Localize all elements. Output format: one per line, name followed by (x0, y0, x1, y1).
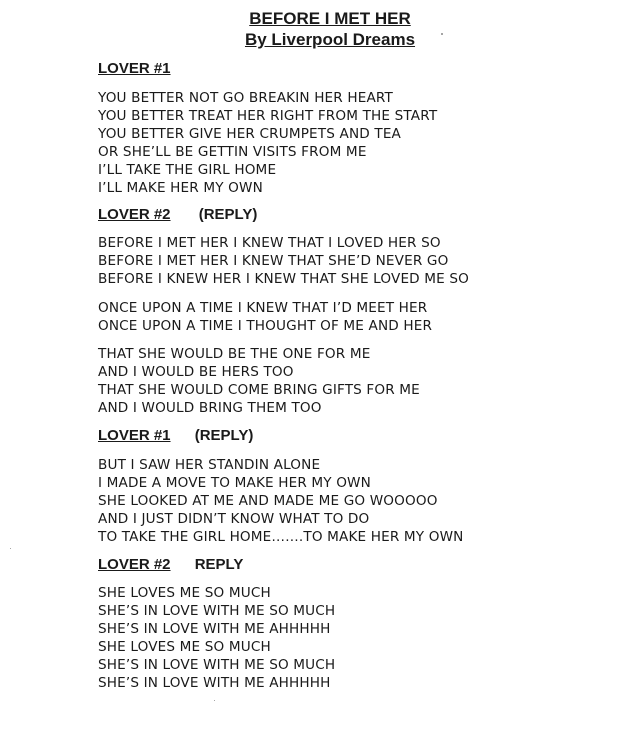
lyric-line: I’LL TAKE THE GIRL HOME (98, 162, 277, 178)
lyric-line: SHE’S IN LOVE WITH ME SO MUCH (98, 657, 336, 673)
lyric-line: I’LL MAKE HER MY OWN (98, 180, 263, 196)
lyric-line: BEFORE I MET HER I KNEW THAT SHE’D NEVER GO (98, 253, 449, 269)
speaker-label: LOVER #1 (98, 60, 171, 77)
reply-tag: (REPLY) (194, 427, 254, 444)
speaker-label: LOVER #2 (98, 556, 171, 573)
lyric-line: THAT SHE WOULD COME BRING GIFTS FOR ME (98, 382, 420, 398)
song-title: BEFORE I MET HER (249, 9, 411, 28)
lyric-line: SHE LOVES ME SO MUCH (98, 585, 271, 601)
lyric-line: SHE LOOKED AT ME AND MADE ME GO WOOOOO (98, 493, 438, 509)
lyric-line: AND I WOULD BRING THEM TOO (98, 400, 322, 416)
lyric-line: TO TAKE THE GIRL HOME…….TO MAKE HER MY OWN (98, 529, 464, 545)
lyric-line: AND I JUST DIDN’T KNOW WHAT TO DO (98, 511, 370, 527)
stanza (98, 299, 432, 335)
section-heading-lover-1 (98, 60, 171, 78)
song-subtitle: By Liverpool Dreams (244, 30, 416, 49)
lyric-line: BEFORE I MET HER I KNEW THAT I LOVED HER SO (98, 235, 441, 251)
lyric-line: BEFORE I KNEW HER I KNEW THAT SHE LOVED ME SO (98, 271, 469, 287)
lyric-line: AND I WOULD BE HERS TOO (98, 364, 294, 380)
lyric-line: YOU BETTER GIVE HER CRUMPETS AND TEA (98, 126, 402, 142)
section-heading-lover-1-reply (98, 427, 253, 445)
scan-speck (10, 548, 11, 549)
lyric-line: I MADE A MOVE TO MAKE HER MY OWN (98, 475, 371, 491)
lyric-line: SHE’S IN LOVE WITH ME AHHHHH (98, 621, 331, 637)
lyric-line: THAT SHE WOULD BE THE ONE FOR ME (98, 346, 371, 362)
lyric-line: YOU BETTER NOT GO BREAKIN HER HEART (98, 90, 393, 106)
lyric-line: SHE’S IN LOVE WITH ME AHHHHH (98, 675, 331, 691)
lyric-line: YOU BETTER TREAT HER RIGHT FROM THE START (98, 108, 438, 124)
lyric-line: BUT I SAW HER STANDIN ALONE (98, 457, 321, 473)
lyric-line: ONCE UPON A TIME I KNEW THAT I’D MEET HER (98, 300, 428, 316)
stanza (98, 345, 420, 417)
lyric-line: SHE’S IN LOVE WITH ME SO MUCH (98, 603, 336, 619)
stanza (98, 584, 335, 692)
lyric-line: SHE LOVES ME SO MUCH (98, 639, 271, 655)
speaker-label: LOVER #1 (98, 427, 171, 444)
scan-speck (441, 33, 443, 35)
section-heading-lover-2-reply (98, 556, 243, 574)
reply-tag: (REPLY) (198, 206, 258, 223)
section-heading-lover-2 (98, 206, 257, 224)
scan-speck (214, 700, 215, 701)
reply-tag: REPLY (194, 556, 244, 573)
lyric-line: ONCE UPON A TIME I THOUGHT OF ME AND HER (98, 318, 433, 334)
stanza (98, 234, 469, 288)
stanza (98, 89, 437, 197)
stanza (98, 456, 463, 546)
lyric-line: OR SHE’LL BE GETTIN VISITS FROM ME (98, 144, 367, 160)
speaker-label: LOVER #2 (98, 206, 171, 223)
